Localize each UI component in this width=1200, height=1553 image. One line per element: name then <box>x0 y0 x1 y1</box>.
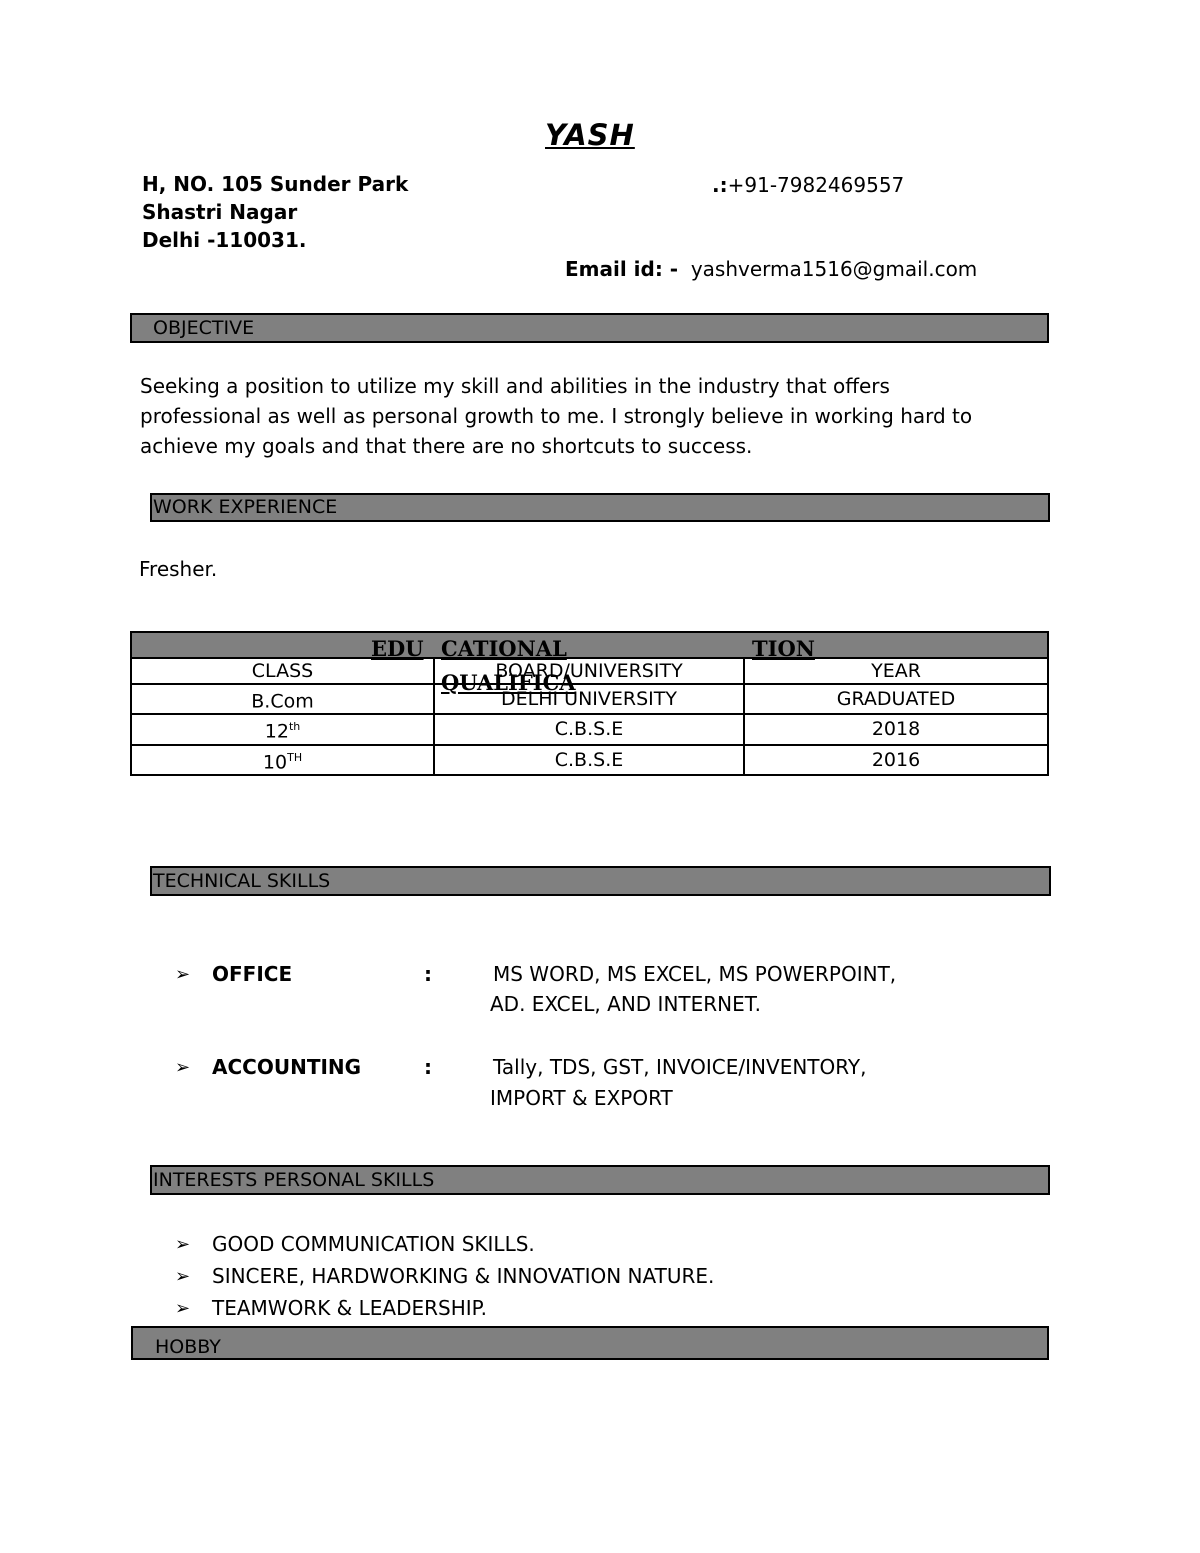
skill-colon: : <box>424 962 432 986</box>
cell-class: 10TH <box>131 745 434 775</box>
work-heading: WORK EXPERIENCE <box>150 493 1050 522</box>
objective-line-3: achieve my goals and that there are no shortcuts to success. <box>140 434 753 458</box>
address-line-3: Delhi -110031. <box>142 228 307 252</box>
cell-year: 2018 <box>744 714 1048 744</box>
edu-heading-part-3: TION <box>752 636 815 661</box>
phone <box>712 173 904 197</box>
bullet-icon: ➢ <box>175 1057 191 1078</box>
edu-heading-part-4: QUALIFICA <box>441 670 576 695</box>
column-header-class: CLASS <box>131 658 434 684</box>
phone-prefix: .: <box>712 173 728 197</box>
bullet-icon: ➢ <box>175 1234 191 1255</box>
bullet-icon: ➢ <box>175 1298 191 1319</box>
skill-office-line-1: MS WORD, MS EXCEL, MS POWERPOINT, <box>493 962 897 986</box>
skill-label-office: OFFICE <box>212 962 293 986</box>
technical-heading: TECHNICAL SKILLS <box>150 866 1051 896</box>
address-line-2: Shastri Nagar <box>142 200 298 224</box>
cell-board: C.B.S.E <box>434 745 744 775</box>
table-row <box>131 684 1048 714</box>
objective-line-1: Seeking a position to utilize my skill and abilities in the industry that offers <box>140 374 890 398</box>
column-header-year: YEAR <box>744 658 1048 684</box>
cell-class: B.Com <box>131 684 434 714</box>
bullet-icon: ➢ <box>175 1266 191 1287</box>
objective-heading: OBJECTIVE <box>130 313 1049 343</box>
table-row <box>131 714 1048 744</box>
hobby-heading: HOBBY <box>131 1326 1049 1360</box>
table-row <box>131 745 1048 775</box>
email-label: Email id: - <box>565 257 679 281</box>
skill-accounting-line-1: Tally, TDS, GST, INVOICE/INVENTORY, <box>493 1055 867 1079</box>
skill-colon: : <box>424 1055 432 1079</box>
skill-label-accounting: ACCOUNTING <box>212 1055 362 1079</box>
education-table <box>130 631 1049 776</box>
email <box>565 257 977 281</box>
cell-class: 12th <box>131 714 434 744</box>
interest-item: GOOD COMMUNICATION SKILLS. <box>212 1232 535 1256</box>
interest-item: SINCERE, HARDWORKING & INNOVATION NATURE. <box>212 1264 715 1288</box>
column-header-board: BOARD/UNIVERSITY <box>434 658 744 684</box>
interests-heading: INTERESTS PERSONAL SKILLS <box>150 1165 1050 1195</box>
objective-line-2: professional as well as personal growth to me. I strongly believe in working hard to <box>140 404 973 428</box>
cell-year: GRADUATED <box>744 684 1048 714</box>
address-line-1: H, NO. 105 Sunder Park <box>142 172 409 196</box>
cell-year: 2016 <box>744 745 1048 775</box>
cell-board: C.B.S.E <box>434 714 744 744</box>
edu-heading-part-2: CATIONAL <box>441 636 567 661</box>
edu-heading-part-1: EDU <box>371 636 424 661</box>
table-header-row <box>131 658 1048 684</box>
bullet-icon: ➢ <box>175 964 191 985</box>
email-address: yashverma1516@gmail.com <box>690 257 978 281</box>
skill-accounting-line-2: IMPORT & EXPORT <box>490 1086 673 1110</box>
work-text: Fresher. <box>139 557 218 581</box>
skill-office-line-2: AD. EXCEL, AND INTERNET. <box>490 992 761 1016</box>
interest-item: TEAMWORK & LEADERSHIP. <box>212 1296 487 1320</box>
cell-board: DELHI UNIVERSITY <box>434 684 744 714</box>
phone-number: +91-7982469557 <box>727 173 905 197</box>
resume-name: YASH <box>545 118 635 152</box>
